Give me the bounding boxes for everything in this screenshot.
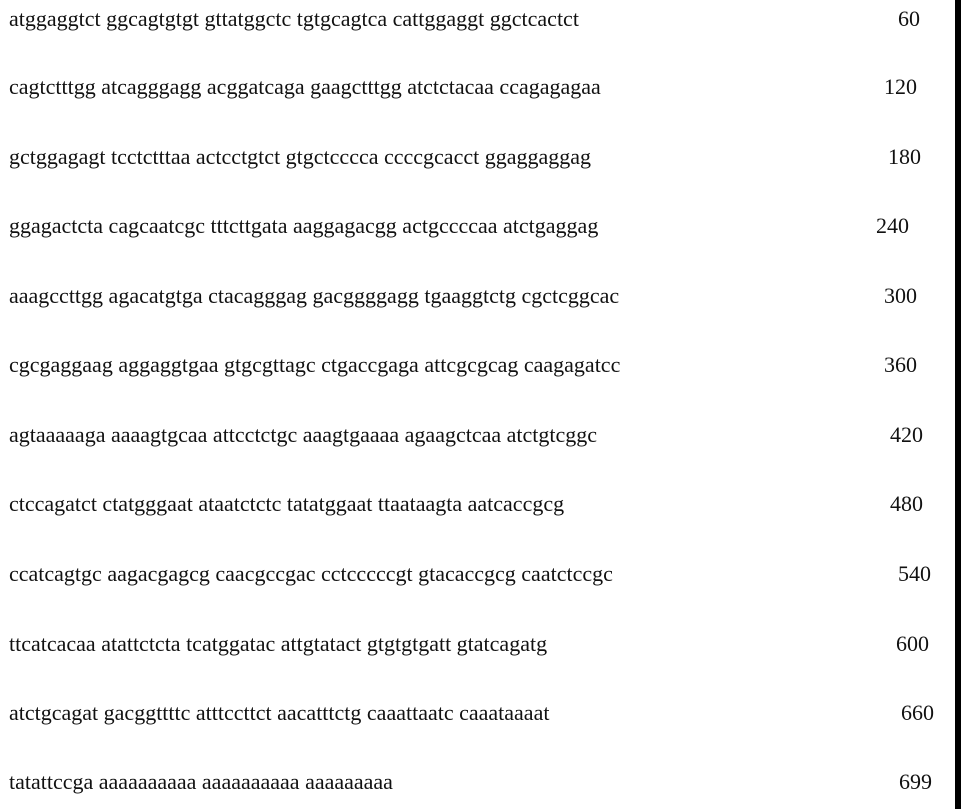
- sequence-line: aaagccttgg agacatgtga ctacagggag gacggggagg tgaaggtctg cgctcggcac: [9, 283, 620, 308]
- sequence-position: 420: [890, 422, 923, 447]
- sequence-position: 480: [890, 491, 923, 516]
- sequence-line: tatattccga aaaaaaaaaa aaaaaaaaaa aaaaaaaaa: [9, 769, 393, 794]
- sequence-position: 180: [888, 144, 921, 169]
- sequence-line: agtaaaaaga aaaagtgcaa attcctctgc aaagtgaaaa agaagctcaa atctgtcggc: [9, 422, 598, 447]
- sequence-line: ggagactcta cagcaatcgc tttcttgata aaggagacgg actgccccaa atctgaggag: [9, 213, 599, 238]
- sequence-position: 300: [884, 283, 917, 308]
- sequence-line: atggaggtct ggcagtgtgt gttatggctc tgtgcagtca cattggaggt ggctcactct: [9, 6, 579, 31]
- sequence-position: 360: [884, 352, 917, 377]
- sequence-position: 120: [884, 74, 917, 99]
- sequence-position: 699: [899, 769, 932, 794]
- sequence-line: cagtctttgg atcagggagg acggatcaga gaagctttgg atctctacaa ccagagagaa: [9, 74, 601, 99]
- sequence-line: gctggagagt tcctctttaa actcctgtct gtgctcccca ccccgcacct ggaggaggag: [9, 144, 592, 169]
- sequence-position: 660: [901, 700, 934, 725]
- sequence-line: ctccagatct ctatgggaat ataatctctc tatatggaat ttaataagta aatcaccgcg: [9, 491, 565, 516]
- sequence-position: 60: [898, 6, 920, 31]
- sequence-position: 240: [876, 213, 909, 238]
- sequence-position: 600: [896, 631, 929, 656]
- sequence-position: 540: [898, 561, 931, 586]
- right-border-rule: [955, 0, 961, 809]
- sequence-line: atctgcagat gacggttttc atttccttct aacatttctg caaattaatc caaataaaat: [9, 700, 550, 725]
- sequence-line: cgcgaggaag aggaggtgaa gtgcgttagc ctgaccgaga attcgcgcag caagagatcc: [9, 352, 621, 377]
- sequence-line: ccatcagtgc aagacgagcg caacgccgac cctccccсgt gtacaccgcg caatctccgc: [9, 561, 613, 586]
- sequence-line: ttcatcacaa atattctcta tcatggatac attgtatact gtgtgtgatt gtatcagatg: [9, 631, 548, 656]
